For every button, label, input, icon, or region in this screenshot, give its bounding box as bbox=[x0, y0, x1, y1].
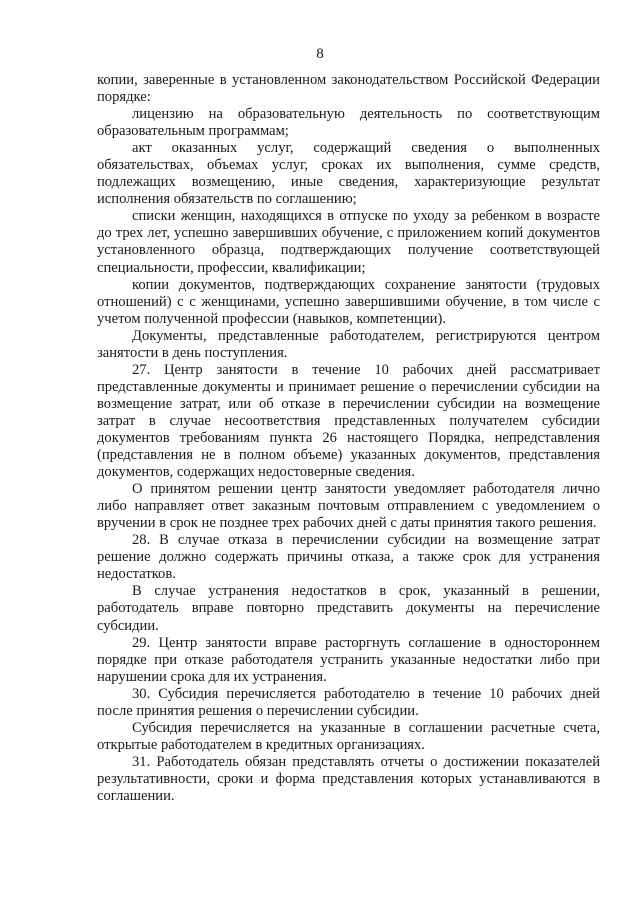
paragraph-clause-31: 31. Работодатель обязан представлять отчеты о достижении показателей результативности, сроки и форма представления которых устанавливаются в соглашении. bbox=[97, 753, 600, 804]
document-body bbox=[97, 72, 600, 805]
paragraph-license: лицензию на образовательную деятельность по соответствующим образовательным программам; bbox=[97, 106, 600, 140]
paragraph-services-act: акт оказанных услуг, содержащий сведения о выполненных обязательствах, объемах услуг, сроках их выполнения, сумме средств, подлежащих возмещению, иные сведения, характеризующие результат исполнения обязательств по соглашению; bbox=[97, 140, 600, 208]
paragraph-registration: Документы, представленные работодателем, регистрируются центром занятости в день поступления. bbox=[97, 327, 600, 361]
paragraph-employment-documents: копии документов, подтверждающих сохранение занятости (трудовых отношений) с с женщинами, успешно завершившими обучение, в том числе с учетом полученной профессии (навыков, компетенции). bbox=[97, 276, 600, 327]
paragraph-copies-intro: копии, заверенные в установленном законодательством Российской Федерации порядке: bbox=[97, 72, 600, 106]
paragraph-settlement-accounts: Субсидия перечисляется на указанные в соглашении расчетные счета, открытые работодателем в кредитных организациях. bbox=[97, 719, 600, 753]
page-number: 8 bbox=[316, 46, 324, 62]
paragraph-clause-29: 29. Центр занятости вправе расторгнуть соглашение в одностороннем порядке при отказе работодателя устранить указанные недостатки либо при нарушении срока для их устранения. bbox=[97, 634, 600, 685]
paragraph-clause-28: 28. В случае отказа в перечислении субсидии на возмещение затрат решение должно содержать причины отказа, а также срок для устранения недостатков. bbox=[97, 532, 600, 583]
paragraph-clause-30: 30. Субсидия перечисляется работодателю в течение 10 рабочих дней после принятия решения о перечислении субсидии. bbox=[97, 685, 600, 719]
paragraph-women-lists: списки женщин, находящихся в отпуске по уходу за ребенком в возрасте до трех лет, успешно завершивших обучение, с приложением копий документов установленного образца, подтверждающих получение соответствующей специальности, профессии, квалификации; bbox=[97, 208, 600, 276]
paragraph-clause-27: 27. Центр занятости в течение 10 рабочих дней рассматривает представленные документы и принимает решение о перечислении субсидии на возмещение затрат, или об отказе в перечислении субсидии на возмещение затрат в случае несоответствия представленных получателем субсидии документов требованиям пункта 26 настоящего Порядка, непредставления (представления не в полном объеме) указанных документов, представления документов, содержащих недостоверные сведения. bbox=[97, 361, 600, 481]
paragraph-resubmission: В случае устранения недостатков в срок, указанный в решении, работодатель вправе повторно представить документы на перечисление субсидии. bbox=[97, 583, 600, 634]
paragraph-decision-notification: О принятом решении центр занятости уведомляет работодателя лично либо направляет ответ заказным почтовым отправлением с уведомлением о вручении в срок не позднее трех рабочих дней с даты принятия такого решения. bbox=[97, 481, 600, 532]
